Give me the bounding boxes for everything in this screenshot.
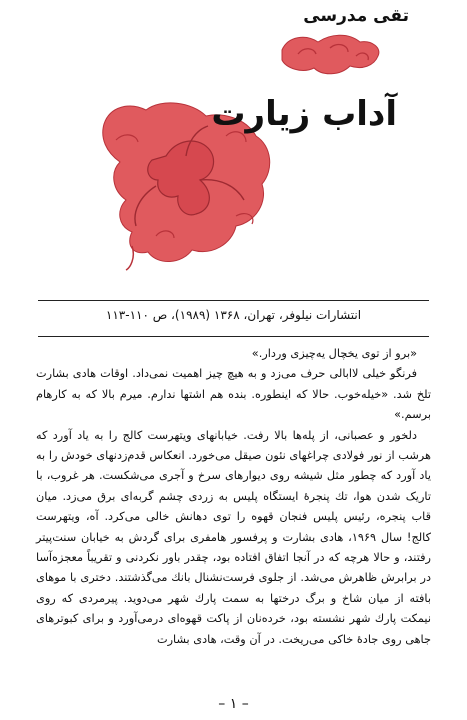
paragraph: «برو از توی یخچال یه‌چیزی وردار.» xyxy=(251,347,417,360)
author-name: تقی مدرسی xyxy=(303,6,409,26)
page-number: – ۱ – xyxy=(218,696,249,712)
top-divider xyxy=(38,300,429,301)
book-title: آداب زیارت xyxy=(211,94,397,134)
paragraph: فرنگو خیلی لاابالی حرف می‌زد و به هیچ چیز اهمیت نمی‌داد. اوقات هادی بشارت تلخ شد. «خیله‌خوب. حالا که اینطوره. بنده هم اشتها ندارم. میرم بالا که به کارهام برسم.» xyxy=(36,367,431,422)
bottom-divider xyxy=(38,336,429,337)
paragraph: دلخور و عصبانی، از پله‌ها بالا رفت. خیابانهای ویتهرست کالج را به یاد آورد که هرشب از نور فولادی چراغهای نئون صیقل می‌خورد. انعکاس قدم‌زدنهای خودش را به یاد آورد که چطور مثل شیشه روی دیوارهای سرخ و آجری می‌شکست. هر غروب، با تاریک شدن هوا، تك پنجرهٔ ایستگاه پلیس به زردی چشم گربه‌ای برق می‌زد. میان قاب پنجره، رئیس پلیس فنجان قهوه را توی دهانش خالی می‌کرد. آه، ویتهرست کالج! سال ۱۹۶۹، هادی بشارت و پرفسور هامفری برای گردش به خیابان سنت‌پیتر رفتند، و حالا هرچه که در آنجا اتفاق افتاده بود، چقدر باور نکردنی و تقریباً معجزه‌آسا در برابرش ظاهرش می‌شد. از جلوی فرست‌نشنال بانك می‌گذشتند. دختری با موهای بافته از میان شاخ و برگ درختها به سمت پارك شهر می‌دوید. پیرمردی که روی نیمکت پارك شهر نشسته بود، خرده‌نان از پاکت قهوه‌ای درمی‌آورد و برای کبوترهای جاهی روی جادهٔ خاکی می‌ریخت. در آن وقت، هادی بشارت xyxy=(36,428,431,646)
cloud-ornament-image xyxy=(278,32,383,77)
publication-source: انتشارات نیلوفر، تهران، ۱۳۶۸ (۱۹۸۹)، ص ۱۱۰-۱۱۳ xyxy=(105,308,362,322)
body-text xyxy=(36,344,431,650)
